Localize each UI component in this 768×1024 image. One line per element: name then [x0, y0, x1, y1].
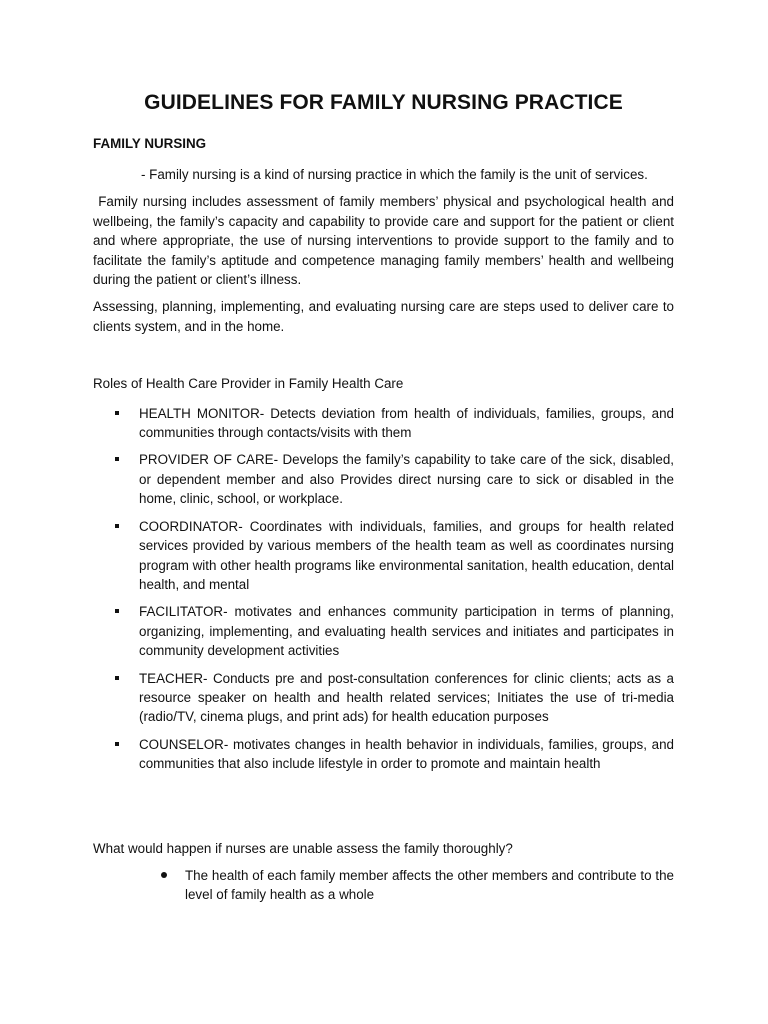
section-heading: FAMILY NURSING — [93, 136, 207, 151]
square-bullet-icon — [115, 411, 119, 415]
role-item-counselor — [93, 735, 674, 774]
role-item-health-monitor — [93, 404, 674, 443]
paragraph-definition: - Family nursing is a kind of nursing practice in which the family is the unit of services. — [141, 167, 648, 182]
effects-list — [93, 866, 674, 905]
paragraph-steps: Assessing, planning, implementing, and evaluating nursing care are steps used to deliver care to clients system, and in the home. — [93, 299, 674, 334]
question-text: What would happen if nurses are unable assess the family thoroughly? — [93, 840, 513, 856]
square-bullet-icon — [115, 676, 119, 680]
square-bullet-icon — [115, 609, 119, 613]
round-bullet-icon — [161, 872, 167, 878]
document-title: GUIDELINES FOR FAMILY NURSING PRACTICE — [144, 91, 623, 114]
effect-text: The health of each family member affects the other members and contribute to the level of family health as a whole — [185, 867, 674, 903]
square-bullet-icon — [115, 524, 119, 528]
role-item-facilitator — [93, 602, 674, 660]
role-text: COORDINATOR- Coordinates with individuals, families, and groups for health related services provided by various members of the health team as well as coordinates nursing program with other health programs like environmental sanitation, health education, dental health, and mental — [139, 518, 674, 592]
square-bullet-icon — [115, 457, 119, 461]
role-item-teacher — [93, 669, 674, 727]
document-page — [93, 88, 678, 905]
roles-title: Roles of Health Care Provider in Family Health Care — [93, 376, 404, 392]
paragraph-assessment: Family nursing includes assessment of family members’ physical and psychological health and wellbeing, the family’s capacity and capability to provide care and support for the patient or client and where appropriate, the use of nursing interventions to provide support to the family and to facilitate the family’s aptitude and competence managing family members’ health and wellbeing during the patient or client’s illness. — [93, 194, 678, 288]
role-text: FACILITATOR- motivates and enhances community participation in terms of planning, organizing, implementing, and evaluating health services and initiates and participates in community development activities — [139, 604, 674, 659]
square-bullet-icon — [115, 742, 119, 746]
role-text: PROVIDER OF CARE- Develops the family’s capability to take care of the sick, disabled, or dependent member and also Provides direct nursing care to sick or disabled in the home, clinic, school, or workplace. — [139, 452, 674, 507]
roles-list — [93, 404, 674, 774]
role-text: COUNSELOR- motivates changes in health behavior in individuals, families, groups, and communities that also include lifestyle in order to promote and maintain health — [139, 736, 674, 772]
role-text: HEALTH MONITOR- Detects deviation from health of individuals, families, groups, and communities through contacts/visits with them — [139, 405, 674, 441]
role-item-coordinator — [93, 517, 674, 595]
role-text: TEACHER- Conducts pre and post-consultation conferences for clinic clients; acts as a resource speaker on health and health related services; Initiates the use of tri-media (radio/TV, cinema plugs, and print ads) for health education purposes — [139, 670, 674, 725]
role-item-provider-of-care — [93, 450, 674, 508]
effect-item — [93, 866, 674, 905]
